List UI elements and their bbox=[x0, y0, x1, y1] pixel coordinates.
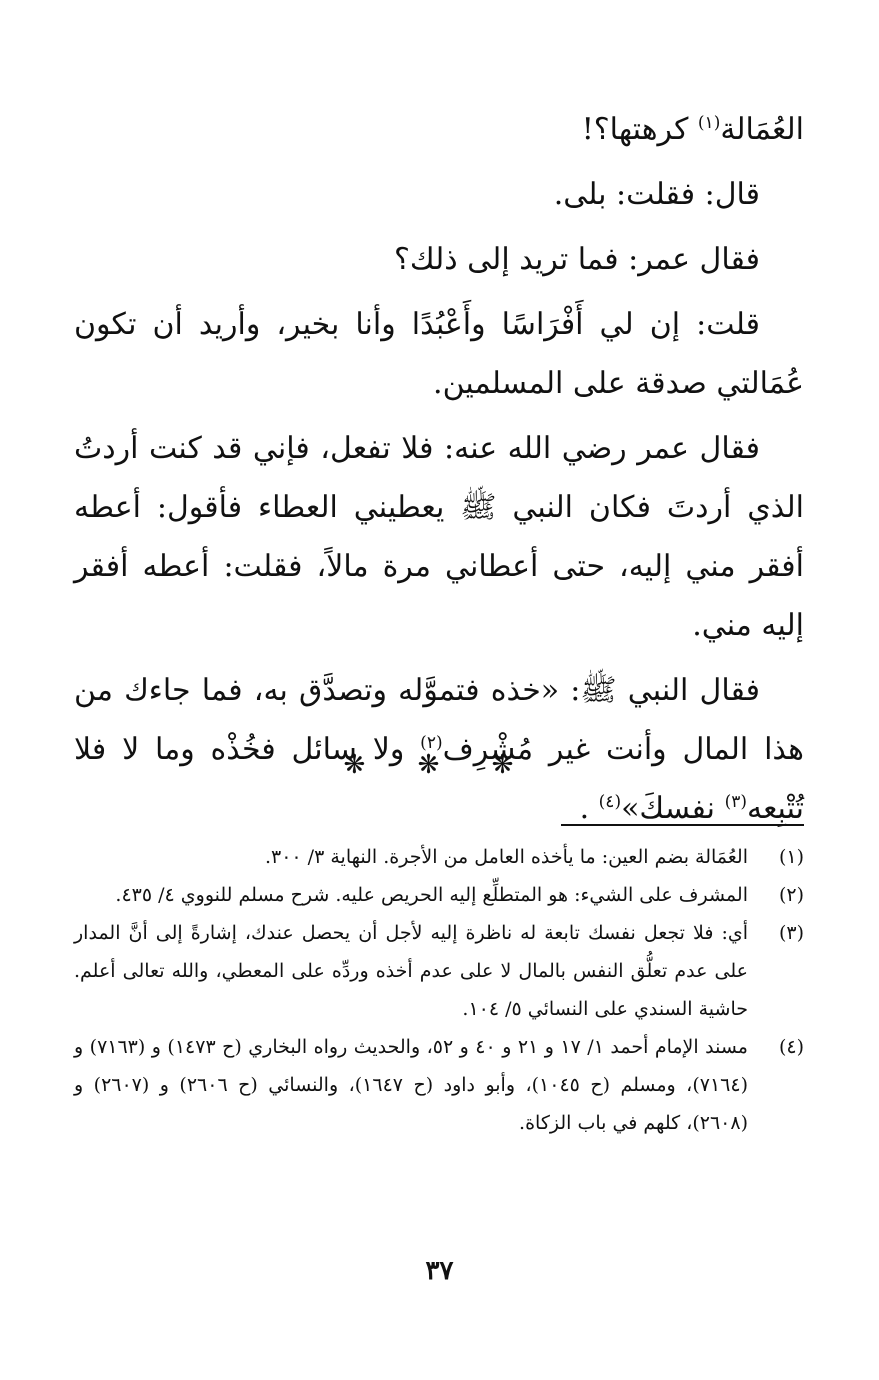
paragraph-1-tail: كرهتها؟! bbox=[581, 112, 689, 147]
section-separator: ❋ ❋ ❋ bbox=[343, 750, 536, 780]
footnote-divider bbox=[561, 824, 804, 826]
page-number: ٣٧ bbox=[425, 1256, 454, 1286]
footnote-number: (٣) bbox=[778, 922, 804, 944]
paragraph-2: قال: فقلت: بلى. bbox=[553, 177, 760, 212]
paragraph-6-end: . bbox=[579, 791, 590, 826]
footnote-1 bbox=[74, 838, 804, 876]
paragraph-6-part-b: ولا سائل فخُذْه وما لا فلا تُتْبِعه bbox=[74, 732, 804, 826]
footnote-text: المشرف على الشيء: هو المتطلِّع إليه الحريص عليه. شرح مسلم للنووي ٤/ ٤٣٥. bbox=[115, 884, 748, 906]
footnote-text: أي: فلا تجعل نفسك تابعة له ناظرة إليه لأجل أن يحصل عندك، إشارةً إلى أنَّ المدار على عدم تعلُّق النفس بالمال لا على عدم أخذه وردِّه على المعطي، والله تعالى أعلم. حاشية السندي على النسائي ٥/ ١٠٤. bbox=[74, 922, 748, 1020]
footnote-ref-3: (٣) bbox=[724, 792, 747, 812]
footnote-2 bbox=[74, 876, 804, 914]
footnote-number: (٢) bbox=[778, 884, 804, 906]
paragraph-1 bbox=[74, 100, 804, 159]
paragraph-5: فقال عمر رضي الله عنه: فلا تفعل، فإني قد كنت أردتُ الذي أردتَ فكان النبي ﷺ يعطيني العطاء فأقول: أعطه أفقر مني إليه، حتى أعطاني مرة مالاً، فقلت: أعطه أفقر إليه مني. bbox=[74, 431, 804, 643]
paragraph-4: قلت: إن لي أَفْرَاسًا وأَعْبُدًا وأنا بخير، وأريد أن تكون عُمَالتي صدقة على المسلمين. bbox=[74, 307, 804, 401]
paragraph-6-part-a: فقال النبي ﷺ: «خذه فتموَّله وتصدَّق به، فما جاءك من هذا المال وأنت غير مُشْرِف bbox=[74, 673, 804, 767]
footnote-4 bbox=[74, 1028, 804, 1142]
footnote-text: مسند الإمام أحمد ١/ ١٧ و ٢١ و ٤٠ و ٥٢، والحديث رواه البخاري (ح ١٤٧٣) و (٧١٦٣) و (٧١٦٤)، ومسلم (ح ١٠٤٥)، وأبو داود (ح ١٦٤٧)، والنسائي (ح ٢٦٠٦) و (٢٦٠٧) و (٢٦٠٨)، كلهم في باب الزكاة. bbox=[74, 1036, 748, 1134]
footnote-ref-4: (٤) bbox=[598, 792, 622, 812]
footnote-number: (١) bbox=[778, 846, 804, 868]
footnote-ref-1: (١) bbox=[697, 113, 721, 133]
footnotes bbox=[74, 838, 804, 1142]
footnote-text: العُمَالة بضم العين: ما يأخذه العامل من الأجرة. النهاية ٣/ ٣٠٠. bbox=[264, 846, 748, 868]
paragraph-3: فقال عمر: فما تريد إلى ذلك؟ bbox=[393, 242, 760, 277]
main-text bbox=[74, 100, 804, 844]
footnote-ref-2: (٢) bbox=[420, 733, 443, 753]
paragraph-6-part-c: نفسكَ» bbox=[621, 791, 716, 826]
footnote-number: (٤) bbox=[778, 1036, 804, 1058]
footnote-3 bbox=[74, 914, 804, 1028]
paragraph-1-text: العُمَالة bbox=[720, 112, 804, 147]
